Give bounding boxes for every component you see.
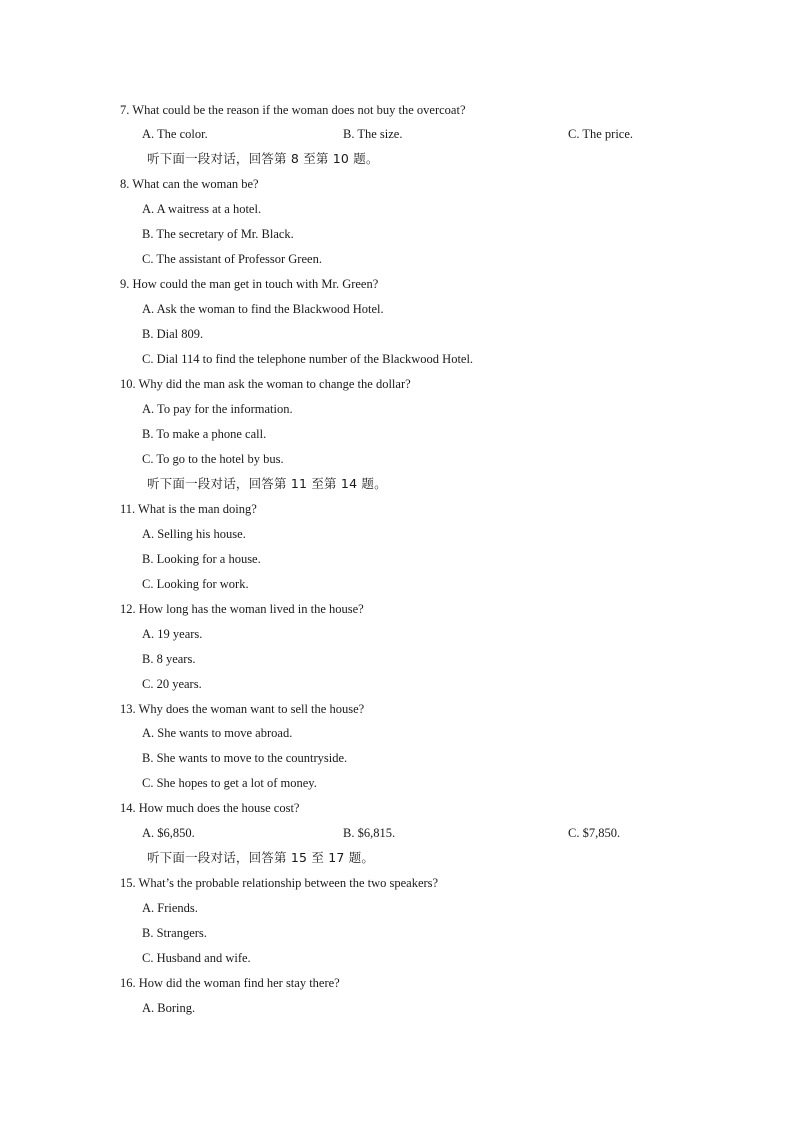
section-heading-8-10: 听下面一段对话，回答第 8 至第 10 题。 xyxy=(147,151,379,166)
question-9-stem: 9. How could the man get in touch with Mr. Green? xyxy=(120,277,379,291)
question-7-option-c: C. The price. xyxy=(568,127,634,141)
question-14-option-c: C. $7,850. xyxy=(568,826,621,840)
question-14-option-b: B. $6,815. xyxy=(343,826,396,840)
question-13-option-b: B. She wants to move to the countryside. xyxy=(142,751,348,765)
question-12-option-c: C. 20 years. xyxy=(142,677,202,691)
question-13-option-a: A. She wants to move abroad. xyxy=(142,726,293,740)
question-12-option-a: A. 19 years. xyxy=(142,627,203,641)
question-12-option-b: B. 8 years. xyxy=(142,652,196,666)
question-14-stem: 14. How much does the house cost? xyxy=(120,801,300,815)
question-16-option-a: A. Boring. xyxy=(142,1001,196,1015)
question-13-stem: 13. Why does the woman want to sell the house? xyxy=(120,702,365,716)
question-13-option-c: C. She hopes to get a lot of money. xyxy=(142,776,317,790)
question-11-option-b: B. Looking for a house. xyxy=(142,552,261,566)
question-12-stem: 12. How long has the woman lived in the house? xyxy=(120,602,364,616)
section-heading-15-17: 听下面一段对话，回答第 15 至 17 题。 xyxy=(147,850,375,865)
question-15-option-a: A. Friends. xyxy=(142,901,198,915)
question-8-stem: 8. What can the woman be? xyxy=(120,177,259,191)
question-7-stem: 7. What could be the reason if the woman does not buy the overcoat? xyxy=(120,103,466,117)
question-11-option-a: A. Selling his house. xyxy=(142,527,246,541)
question-15-option-c: C. Husband and wife. xyxy=(142,951,251,965)
question-10-stem: 10. Why did the man ask the woman to change the dollar? xyxy=(120,377,411,391)
question-16-stem: 16. How did the woman find her stay there? xyxy=(120,976,340,990)
question-9-option-c: C. Dial 114 to find the telephone number of the Blackwood Hotel. xyxy=(142,352,474,366)
question-14-option-a: A. $6,850. xyxy=(142,826,195,840)
question-10-option-a: A. To pay for the information. xyxy=(142,402,293,416)
question-9-option-a: A. Ask the woman to find the Blackwood Hotel. xyxy=(142,302,384,316)
question-8-option-b: B. The secretary of Mr. Black. xyxy=(142,227,294,241)
question-15-option-b: B. Strangers. xyxy=(142,926,207,940)
question-10-option-b: B. To make a phone call. xyxy=(142,427,267,441)
section-heading-11-14: 听下面一段对话，回答第 11 至第 14 题。 xyxy=(147,476,387,491)
question-8-option-c: C. The assistant of Professor Green. xyxy=(142,252,322,266)
question-15-stem: 15. What’s the probable relationship between the two speakers? xyxy=(120,876,439,890)
question-11-stem: 11. What is the man doing? xyxy=(120,502,257,516)
question-9-option-b: B. Dial 809. xyxy=(142,327,204,341)
question-8-option-a: A. A waitress at a hotel. xyxy=(142,202,262,216)
question-7-option-b: B. The size. xyxy=(343,127,403,141)
question-10-option-c: C. To go to the hotel by bus. xyxy=(142,452,284,466)
question-7-option-a: A. The color. xyxy=(142,127,208,141)
question-11-option-c: C. Looking for work. xyxy=(142,577,249,591)
